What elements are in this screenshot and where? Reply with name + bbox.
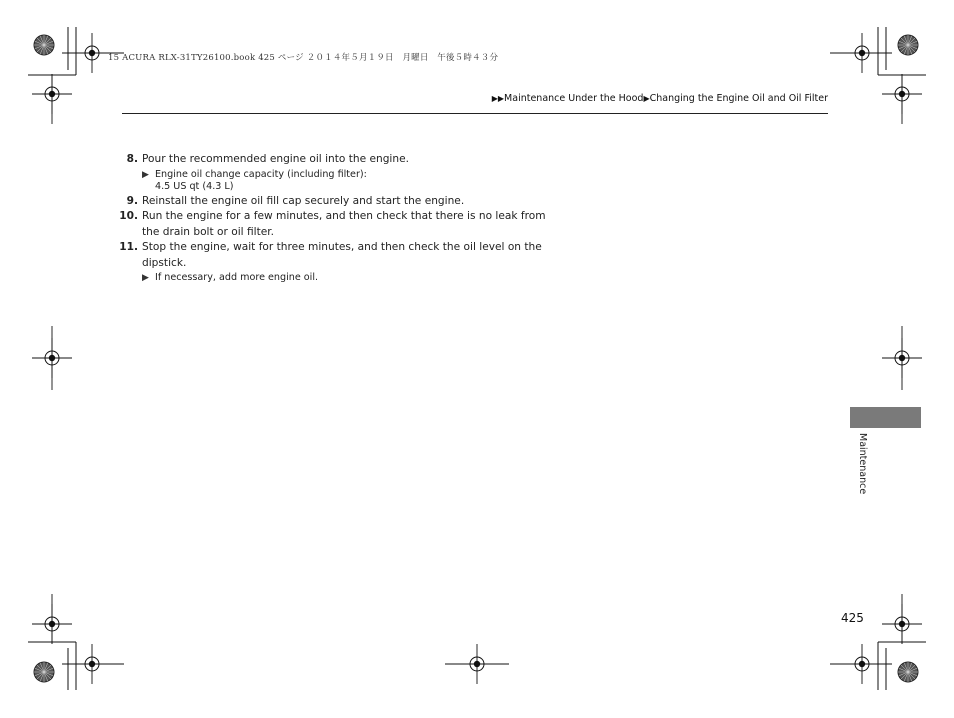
breadcrumb-page: Changing the Engine Oil and Oil Filter: [649, 93, 828, 104]
note-triangle-icon: ▶: [142, 169, 149, 180]
step-number: 8.: [126, 153, 138, 165]
section-tab: [850, 407, 921, 428]
step-text: Reinstall the engine oil fill cap securely and start the engine.: [142, 194, 465, 207]
section-tab-label: Maintenance: [857, 433, 868, 495]
note-text: If necessary, add more engine oil.: [155, 272, 319, 283]
step-text: Stop the engine, wait for three minutes, and then check the oil level on the dipstick.: [142, 241, 542, 269]
breadcrumb-separator-icon: ▶: [643, 94, 650, 103]
step-note: [116, 272, 556, 284]
breadcrumb-arrows-icon: ▶▶: [491, 94, 505, 103]
page-number: 425: [841, 611, 864, 625]
step-text: Pour the recommended engine oil into the engine.: [142, 153, 409, 165]
note-capacity-value: 4.5 US qt (4.3 L): [155, 180, 234, 192]
step-item: [116, 209, 556, 240]
breadcrumb-section: Maintenance Under the Hood: [504, 93, 644, 104]
breadcrumb: [492, 93, 828, 104]
step-note: [116, 169, 556, 193]
step-number: 10.: [119, 210, 138, 222]
note-triangle-icon: ▶: [142, 273, 149, 283]
step-item: [116, 240, 556, 271]
step-text: Run the engine for a few minutes, and then check that there is no leak from the drain bolt or oil filter.: [142, 210, 546, 238]
step-number: 11.: [119, 241, 138, 253]
procedure-steps: [116, 152, 556, 285]
step-number: 9.: [126, 194, 138, 207]
book-file-header: 15 ACURA RLX-31TY26100.book 425 ページ ２０１４年５月１９日 月曜日 午後５時４３分: [108, 53, 499, 63]
note-text: Engine oil change capacity (including filter):: [155, 168, 367, 180]
step-item: [116, 152, 556, 168]
header-rule: [122, 113, 828, 114]
step-item: [116, 194, 556, 210]
